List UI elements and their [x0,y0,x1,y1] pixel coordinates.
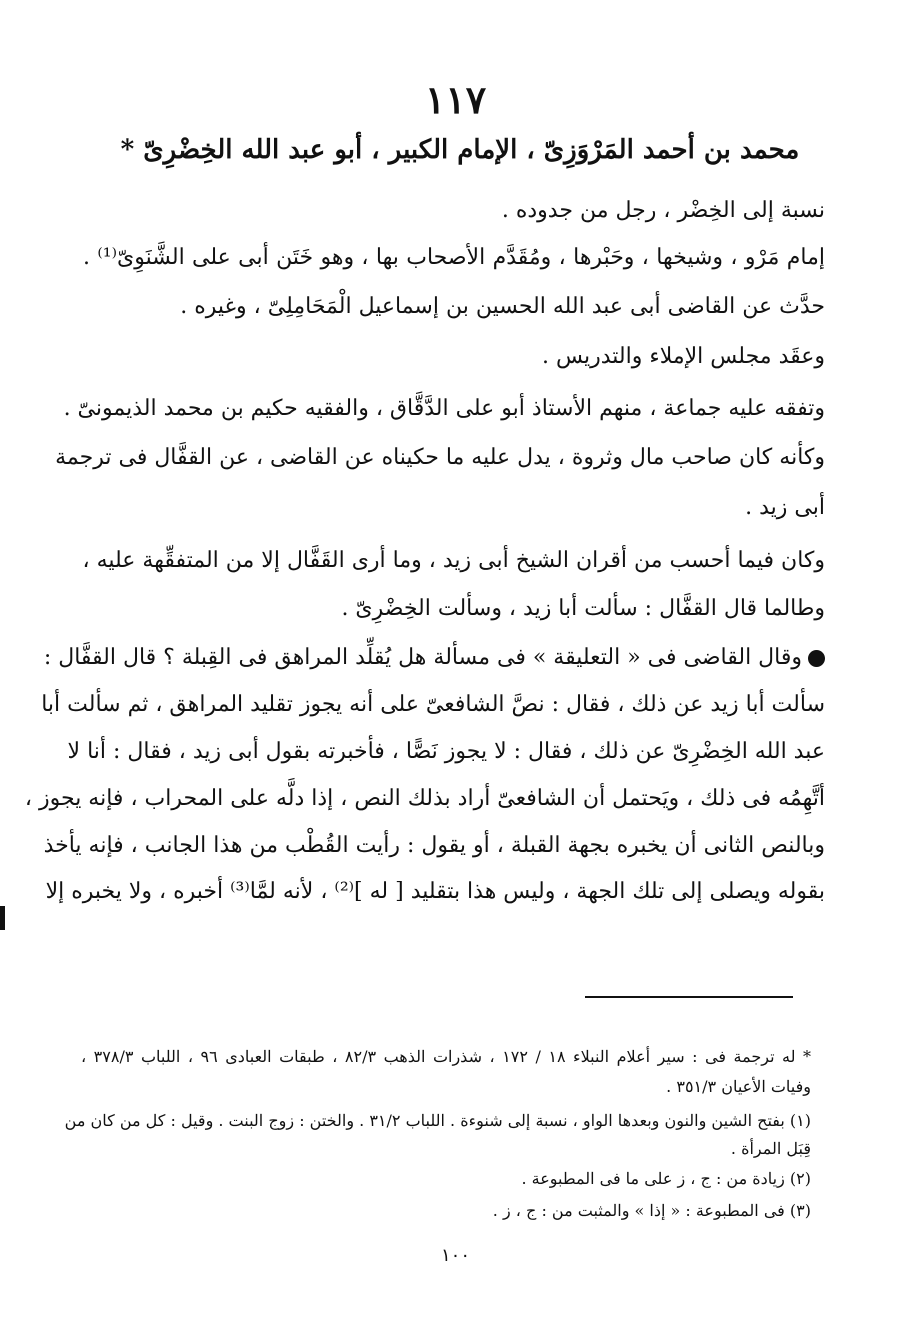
body-line: وكأنه كان صاحب مال وثروة ، يدل عليه ما حكيناه عن القاضى ، عن القفَّال فى ترجمة [55,445,825,470]
footnote-line: (١) بفتح الشين والنون وبعدها الواو ، نسبة إلى شنوءة . اللباب ٣١/٢ . والختن : زوج البنت . وقيل : كل من كان من [64,1111,811,1130]
body-line: وطالما قال القفَّال : سألت أبا زيد ، وسألت الخِضْرِىّ . [341,596,825,621]
body-line: إمام مَرْو ، وشيخها ، وحَبْرها ، ومُقَدَّم الأصحاب بها ، وهو خَتَن أبى على الشَّنَوِىّ⁽¹⁾ . [83,245,825,270]
body-line: وبالنص الثانى أن يخبره بجهة القبلة ، أو يقول : رأيت القُطْب من هذا الجانب ، فإنه يأخذ [43,833,825,858]
footnote-line: * له ترجمة فى : سير أعلام النبلاء ١٨ / ١٧٢ ، شذرات الذهب ٨٢/٣ ، طبقات العبادى ٩٦ ، اللباب ٣٧٨/٣ ، [81,1047,811,1066]
body-line: بقوله ويصلى إلى تلك الجهة ، وليس هذا بتقليد [ له ]⁽²⁾ ، لأنه لمَّا⁽³⁾ أخبره ، ولا يخبره إلا [45,879,825,904]
body-line: أتَّهِمُه فى ذلك ، ويَحتمل أن الشافعىّ أراد بذلك النص ، إذا دلَّه على المحراب ، فإنه يجوز ، [24,786,825,811]
footnote-line: (٢) زيادة من : ج ، ز على ما فى المطبوعة . [521,1169,811,1188]
entry-heading: محمد بن أحمد المَرْوَزِىّ ، الإمام الكبير ، أبو عبد الله الخِضْرِىّ * [120,135,800,165]
page-number: ١٠٠ [440,1245,470,1266]
footnote-line: وفيات الأعيان ٣٥١/٣ . [666,1077,811,1096]
body-line: حدَّث عن القاضى أبى عبد الله الحسين بن إسماعيل الْمَحَامِلِىّ ، وغيره . [180,294,825,319]
body-line: وتفقه عليه جماعة ، منهم الأستاذ أبو على الدَّقَّاق ، والفقيه حكيم بن محمد الذيمونىّ . [63,396,825,421]
body-line: وعقَد مجلس الإملاء والتدريس . [541,344,825,369]
body-line: سألت أبا زيد عن ذلك ، فقال : نصَّ الشافعىّ على أنه يجوز تقليد المراهق ، ثم سألت أبا [41,692,825,717]
body-line-bulleted [43,643,825,673]
body-line: وكان فيما أحسب من أقران الشيخ أبى زيد ، وما أرى القَفَّال إلا من المتفقِّهة عليه ، [82,548,825,573]
body-line: أبى زيد . [745,495,825,520]
bullet-icon [808,650,825,667]
footnote-line: قِبَل المرأة . [730,1139,811,1158]
body-line: نسبة إلى الخِضْر ، رجل من جدوده . [501,198,825,223]
body-line-text: وقال القاضى فى « التعليقة » فى مسألة هل يُقلِّد المراهق فى القِبلة ؟ قال القفَّال : [43,645,802,670]
scan-edge-mark [0,906,5,930]
entry-number: ١١٧ [424,77,487,122]
body-line: عبد الله الخِضْرِىّ عن ذلك ، فقال : لا يجوز نَصًّا ، فأخبرته بقول أبى زيد ، فقال : أنا لا [67,739,825,764]
footnote-line: (٣) فى المطبوعة : « إذا » والمثبت من : ج ، ز . [492,1201,811,1220]
footnote-separator [585,996,793,998]
